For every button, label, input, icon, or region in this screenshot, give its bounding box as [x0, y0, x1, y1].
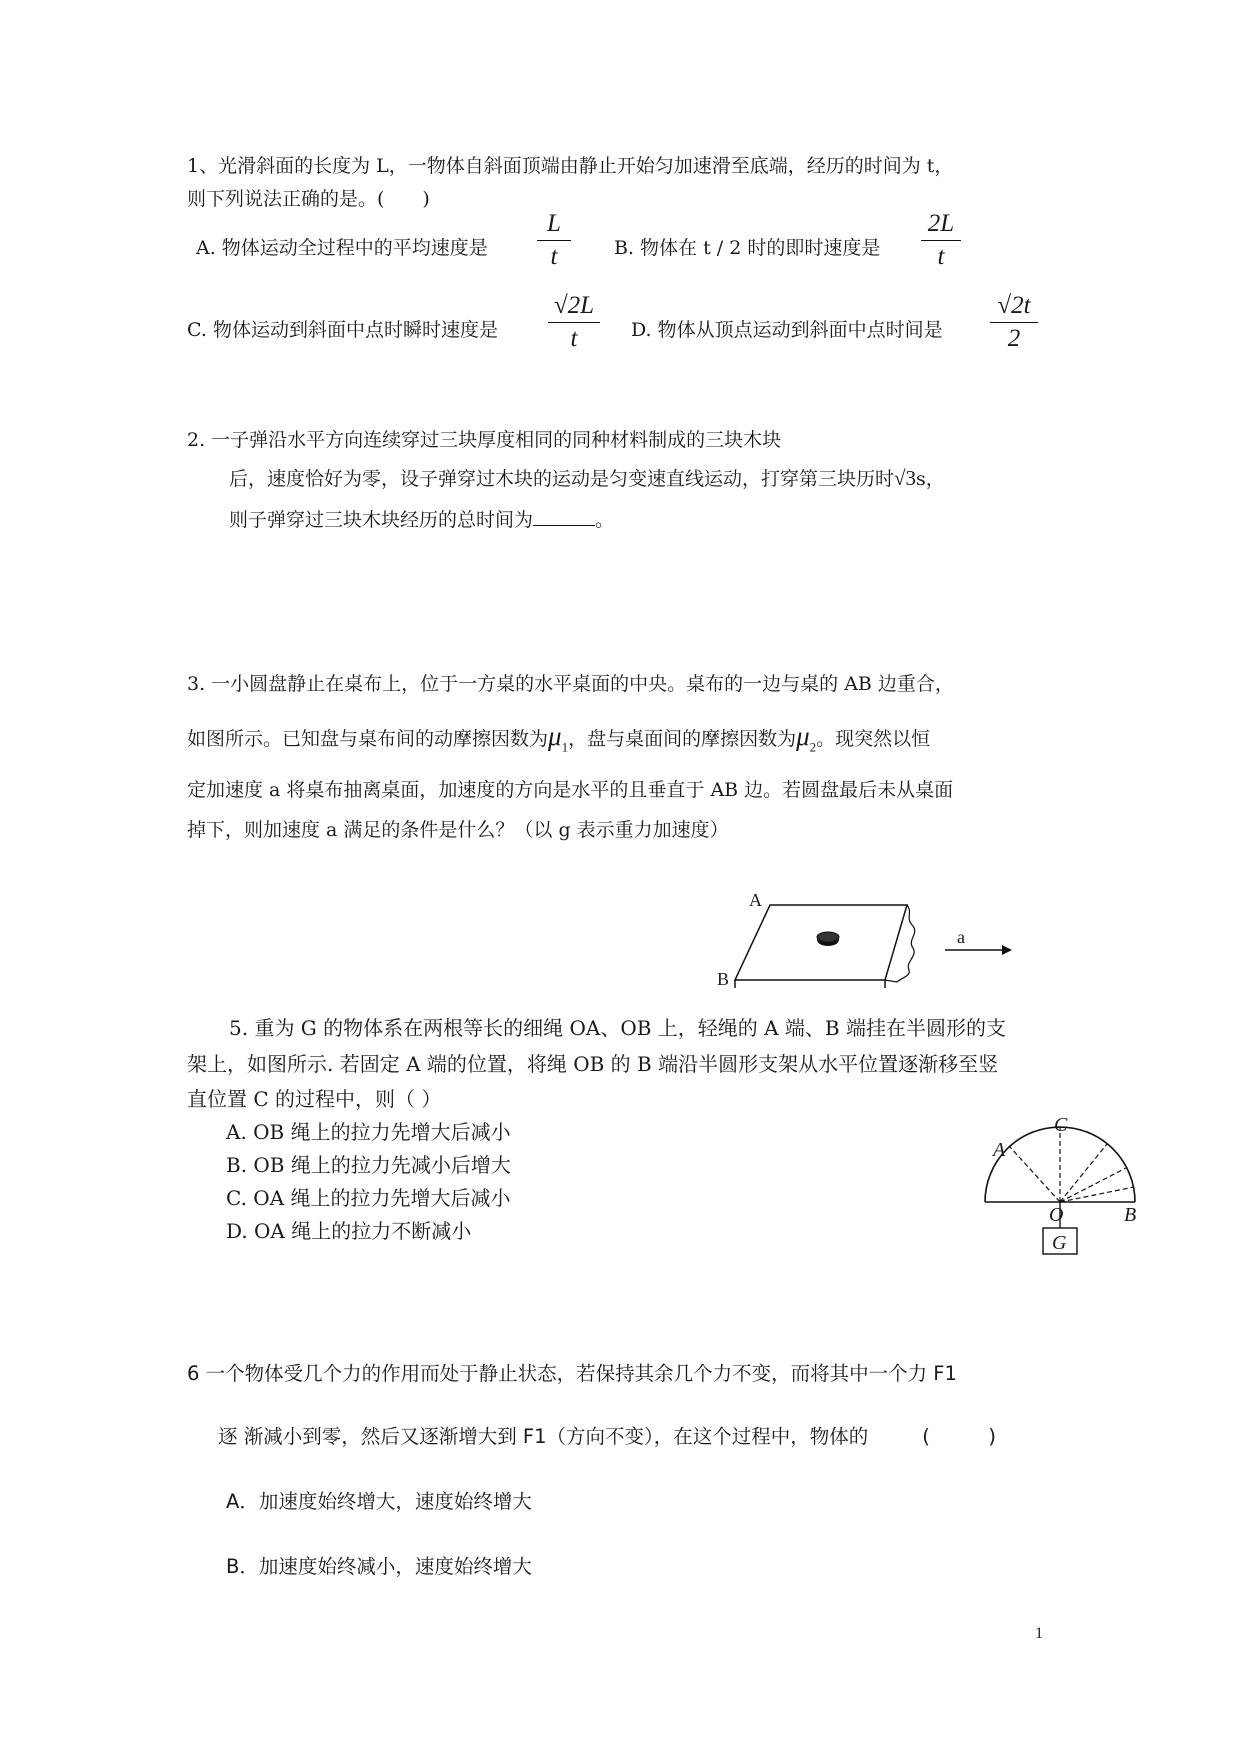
q1-option-c: C. 物体运动到斜面中点时瞬时速度是 — [187, 319, 498, 341]
fig-label-c: C — [1054, 1114, 1068, 1136]
q3-line2-text-a: 如图所示。已知盘与桌布间的动摩擦因数为 — [187, 728, 549, 750]
q3-line3: 定加速度 a 将桌布抽离桌面，加速度的方向是水平的且垂直于 AB 边。若圆盘最后未从桌面 — [187, 779, 954, 801]
q5-option-a: A. OB 绳上的拉力先增大后减小 — [226, 1120, 511, 1144]
q1-option-d: D. 物体从顶点运动到斜面中点时间是 — [631, 319, 943, 341]
rope-oa — [1010, 1147, 1060, 1202]
fraction-bar — [990, 322, 1038, 323]
q2-line3 — [229, 507, 614, 532]
q1-option-a-fraction — [537, 210, 571, 271]
q2-line2-text: 后，速度恰好为零，设子弹穿过木块的运动是匀变速直线运动，打穿第三块历时 — [229, 468, 895, 490]
q3-line2 — [187, 721, 931, 759]
q5-line1: 5. 重为 G 的物体系在两根等长的细绳 OA、OB 上，轻绳的 A 端、B 端挂在半圆形的支 — [229, 1016, 1006, 1040]
q5-option-b: B. OB 绳上的拉力先减小后增大 — [226, 1153, 511, 1177]
q6-line1: 6 一个物体受几个力的作用而处于静止状态，若保持其余几个力不变，而将其中一个力 F1 — [187, 1362, 957, 1385]
fig-label-g: G — [1052, 1232, 1067, 1254]
page-number: 1 — [1035, 1625, 1043, 1642]
q3-line2-text-b: ，盘与桌面间的摩擦因数为 — [568, 728, 797, 750]
q6-option-a: A．加速度始终增大，速度始终增大 — [226, 1490, 532, 1513]
acceleration-arrow-head — [1002, 945, 1012, 955]
fraction-numerator: 2L — [927, 210, 955, 237]
fraction-numerator: √2t — [997, 292, 1031, 319]
q1-stem-line2: 则下列说法正确的是。( ) — [187, 188, 430, 210]
tablecloth-torn-edge — [885, 905, 915, 982]
fraction-denominator: 2 — [1007, 325, 1021, 352]
q6-line2-text: 逐 渐减小到零，然后又逐渐增大到 F1（方向不变），在这个过程中，物体的 — [218, 1425, 869, 1448]
mu1-letter: μ — [548, 721, 562, 751]
fraction-numerator: L — [547, 210, 561, 237]
fraction-bar — [537, 240, 571, 241]
q2-line3-text: 则子弹穿过三块木块经历的总时间为 — [229, 509, 534, 531]
q6-option-b: B．加速度始终减小，速度始终增大 — [226, 1555, 532, 1578]
q1-option-b: B. 物体在 t / 2 时的即时速度是 — [614, 237, 881, 259]
q2-line2-unit: s， — [916, 468, 945, 490]
fraction-denominator: t — [937, 243, 945, 270]
q1-stem-line1: 1、光滑斜面的长度为 L，一物体自斜面顶端由静止开始匀加速滑至底端，经历的时间为 t， — [187, 155, 954, 177]
q6-answer-paren: ( ) — [922, 1425, 996, 1448]
q1-option-b-fraction — [921, 210, 961, 271]
answer-blank — [533, 507, 595, 526]
q2-line3-end: 。 — [595, 509, 615, 531]
q3-line1: 3. 一小圆盘静止在桌布上，位于一方桌的水平桌面的中央。桌布的一边与桌的 AB 边重合， — [187, 673, 954, 695]
q6-line2 — [218, 1425, 996, 1449]
q3-line2-text-c: 。现突然以恒 — [816, 728, 931, 750]
q2-line1: 2. 一子弹沿水平方向连续穿过三块厚度相同的同种材料制成的三块木块 — [187, 429, 782, 451]
fraction-denominator: t — [570, 325, 578, 352]
q5-line3: 直位置 C 的过程中，则（ ） — [187, 1087, 442, 1111]
fraction-numerator: √2L — [553, 292, 595, 319]
q1-option-a: A. 物体运动全过程中的平均速度是 — [196, 237, 488, 259]
small-disc-top — [817, 932, 839, 942]
mu2-letter: μ — [796, 721, 810, 751]
q3-line4: 掉下，则加速度 a 满足的条件是什么？（以 g 表示重力加速度） — [187, 819, 729, 841]
fig-label-a: A — [993, 1139, 1006, 1161]
q2-line2 — [229, 466, 945, 491]
q5-line2: 架上，如图所示. 若固定 A 端的位置，将绳 OB 的 B 端沿半圆形支架从水平位置逐渐移至竖 — [187, 1052, 999, 1076]
rope-ob-position-2 — [1060, 1168, 1126, 1202]
mu1-subscript: 1 — [561, 739, 569, 755]
fig-label-b: B — [1124, 1204, 1137, 1226]
fig-label-a-corner: A — [749, 890, 762, 910]
q1-option-c-fraction — [548, 292, 600, 353]
mu2-symbol — [796, 721, 817, 755]
sqrt3-symbol: √3 — [894, 466, 917, 490]
fraction-denominator: t — [550, 243, 558, 270]
fig-label-b-corner: B — [717, 969, 730, 989]
fig-label-o: O — [1049, 1204, 1064, 1226]
q1-option-d-fraction — [990, 292, 1038, 353]
fig-label-acceleration: a — [957, 927, 965, 947]
fraction-bar — [921, 240, 961, 241]
q5-option-c: C. OA 绳上的拉力先增大后减小 — [226, 1186, 511, 1210]
fraction-bar — [548, 322, 600, 323]
q5-option-d: D. OA 绳上的拉力不断减小 — [226, 1219, 472, 1243]
mu1-symbol — [548, 721, 569, 755]
mu2-subscript: 2 — [809, 739, 817, 755]
